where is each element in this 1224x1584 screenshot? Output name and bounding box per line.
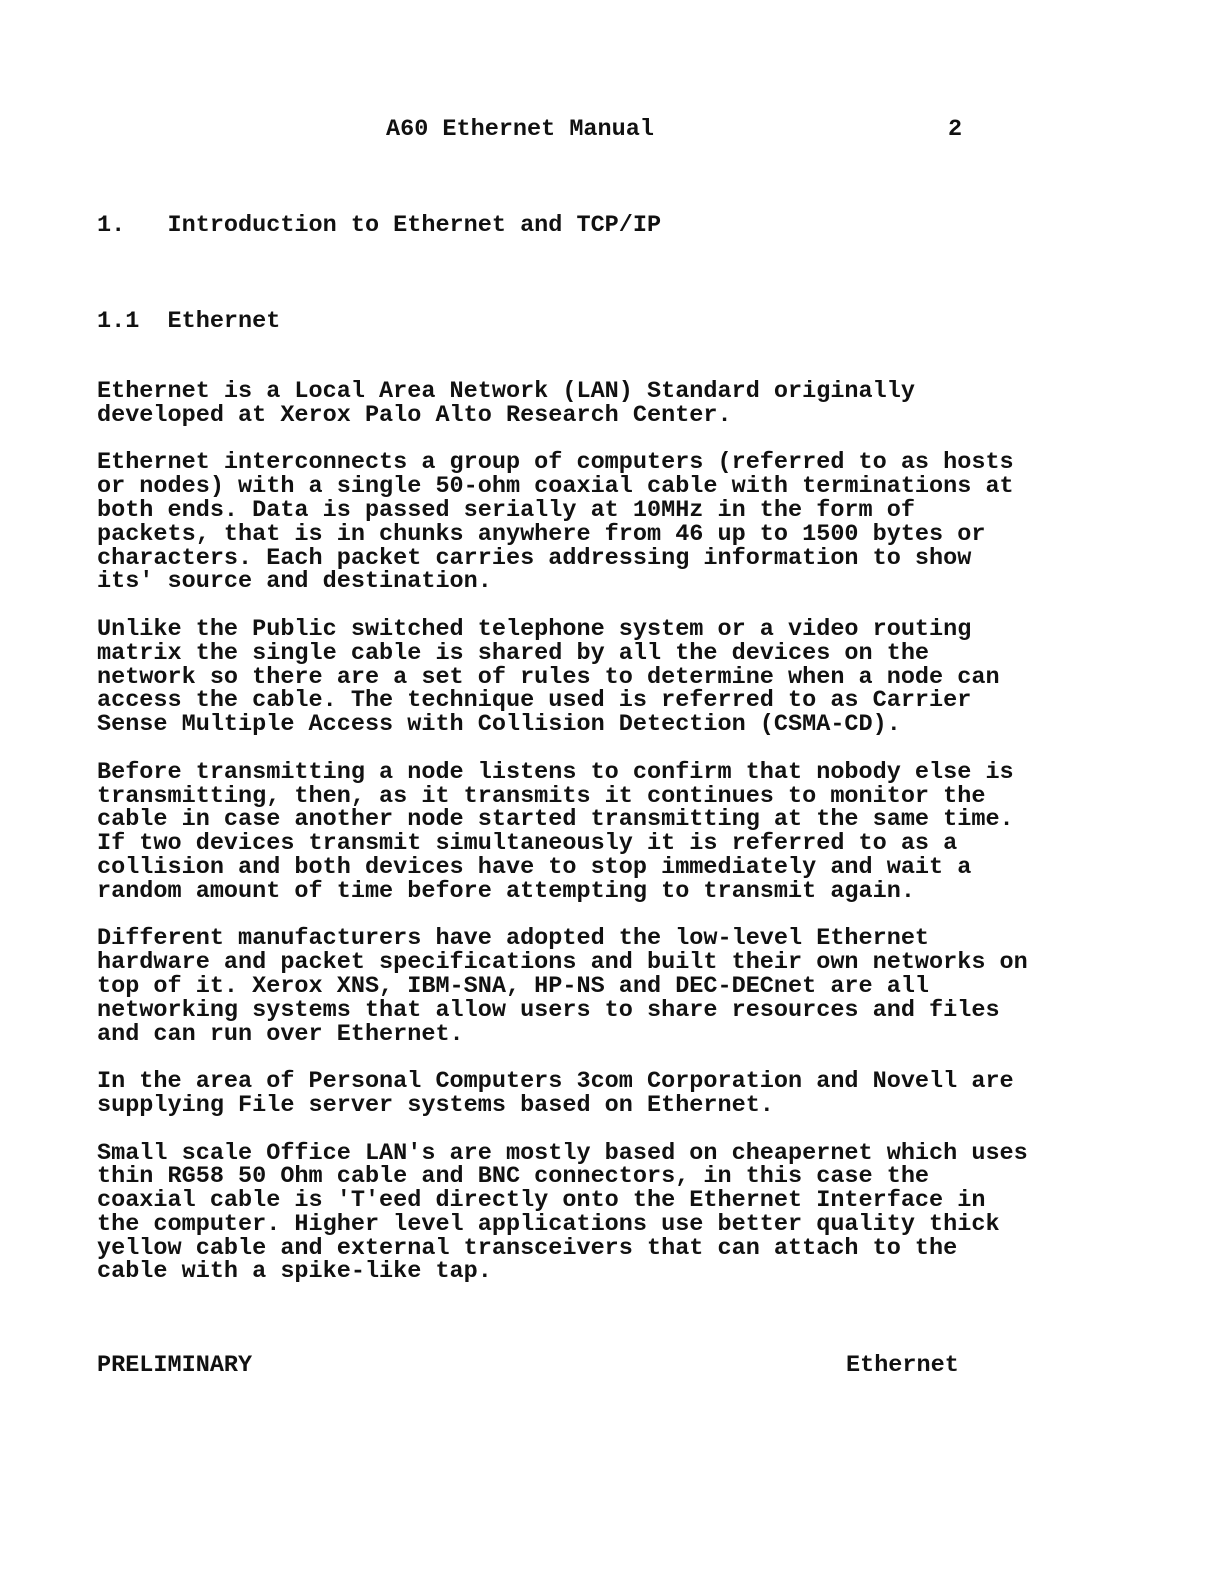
document-title: A60 Ethernet Manual — [386, 116, 654, 143]
paragraph: Different manufacturers have adopted the low-level Ethernet hardware and packet specifications and built their own networks on top of it. Xerox XNS, IBM-SNA, HP-NS and DEC-DECnet are all networking systems that allow users to share resources and files and can run over Ethernet. — [97, 925, 1028, 1048]
page-number: 2 — [948, 116, 963, 143]
paragraph: Before transmitting a node listens to confirm that nobody else is transmitting, then, as it transmits it continues to monitor the cable in case another node started transmitting at the same time. If two devices transmit simultaneously it is referred to as a collision and both devices have to stop immediately and wait a random amount of time before attempting to transmit again. — [97, 758, 1014, 905]
paragraph: Small scale Office LAN's are mostly based on cheapernet which uses thin RG58 50 Ohm cable and BNC connectors, in this case the coaxial cable is 'T'eed directly onto the Ethernet Interface in the computer. Higher level applications use better quality thick yellow cable and external transceivers that can attach to the cable with a spike-like tap. — [97, 1139, 1028, 1286]
footer-status: PRELIMINARY — [97, 1352, 253, 1379]
section-heading: 1. Introduction to Ethernet and TCP/IP — [97, 212, 662, 239]
paragraph: Ethernet interconnects a group of computers (referred to as hosts or nodes) with a single 50-ohm coaxial cable with terminations at both ends. Data is passed serially at 10MHz in the form of packets, that is in chunks anywhere from 46 up to 1500 bytes or characters. Each packet carries addressing information to show its' source and destination. — [97, 449, 1014, 596]
paragraph: In the area of Personal Computers 3com Corporation and Novell are supplying File server systems based on Ethernet. — [97, 1068, 1014, 1119]
paragraph: Ethernet is a Local Area Network (LAN) Standard originally developed at Xerox Palo Alto Research Center. — [97, 378, 915, 429]
subsection-heading: 1.1 Ethernet — [97, 308, 281, 335]
footer-chapter: Ethernet — [846, 1352, 959, 1379]
body-text — [97, 380, 1077, 1308]
paragraph: Unlike the Public switched telephone system or a video routing matrix the single cable is shared by all the devices on the network so there are a set of rules to determine when a node can access the cable. The technique used is referred to as Carrier Sense Multiple Access with Collision Detection (CSMA-CD). — [97, 615, 1000, 739]
running-header — [0, 116, 1224, 146]
